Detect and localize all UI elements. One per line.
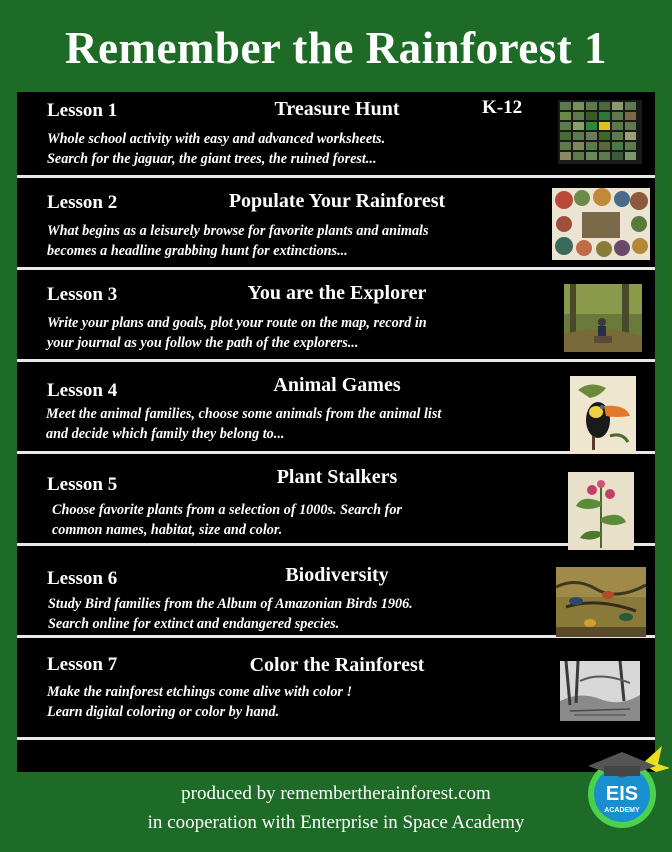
lesson-thumbnail-animals <box>552 188 650 260</box>
lesson-row <box>17 184 655 270</box>
lesson-description: Write your plans and goals, plot your route on the map, record in your journal as you follow the path of the explorers... <box>47 315 427 351</box>
lesson-description: Meet the animal families, choose some animals from the animal list and decide which family they belong to... <box>46 406 442 442</box>
lesson-number: Lesson 7 <box>47 654 118 675</box>
lesson-description: Choose favorite plants from a selection of 1000s. Search for common names, habitat, size and color. <box>52 502 402 538</box>
lesson-title: Treasure Hunt <box>274 98 400 120</box>
footer-cooperation: in cooperation with Enterprise in Space Academy <box>147 812 525 833</box>
lesson-description: Make the rainforest etchings come alive with color ! Learn digital coloring or color by hand. <box>47 684 353 720</box>
lesson-number: Lesson 3 <box>47 284 118 305</box>
lesson-row <box>17 368 655 454</box>
lesson-thumbnail-plant <box>568 472 634 550</box>
lesson-row <box>17 460 655 546</box>
lesson-thumbnail-etching <box>560 661 640 721</box>
lesson-title: You are the Explorer <box>247 282 427 304</box>
lesson-title: Populate Your Rainforest <box>228 190 446 212</box>
lesson-description: Study Bird families from the Album of Amazonian Birds 1906. Search online for extinct and endangered species. <box>48 596 413 632</box>
lesson-thumbnail-explorer <box>564 284 642 352</box>
lesson-number: Lesson 4 <box>47 380 118 401</box>
lesson-thumbnail-toucan <box>570 376 636 454</box>
lesson-description: Whole school activity with easy and advanced worksheets. Search for the jaguar, the giant trees, the ruined forest... <box>47 131 386 167</box>
lesson-title: Color the Rainforest <box>249 654 425 676</box>
lesson-title: Biodiversity <box>285 564 389 586</box>
lesson-row <box>17 276 655 362</box>
lessons-panel <box>17 92 655 772</box>
lesson-thumbnail-collage <box>558 100 642 164</box>
lesson-number: Lesson 2 <box>47 192 118 213</box>
lesson-number: Lesson 1 <box>47 100 118 121</box>
lesson-row <box>17 92 655 178</box>
grade-level: K-12 <box>482 97 523 118</box>
logo-text: EIS <box>605 783 639 805</box>
page-title: Remember the Rainforest 1 <box>65 23 607 73</box>
lesson-number: Lesson 6 <box>47 568 118 589</box>
footer-produced-by: produced by remembertherainforest.com <box>181 783 491 804</box>
lesson-number: Lesson 5 <box>47 474 118 495</box>
eis-academy-logo <box>578 742 672 832</box>
lesson-row <box>17 644 655 740</box>
lesson-title: Plant Stalkers <box>276 466 398 488</box>
lesson-title: Animal Games <box>273 374 401 396</box>
logo-subtext: ACADEMY <box>604 807 640 814</box>
lesson-row <box>17 552 655 638</box>
lesson-thumbnail-birds <box>556 567 646 637</box>
lesson-description: What begins as a leisurely browse for favorite plants and animals becomes a headline grabbing hunt for extinctions... <box>47 223 429 259</box>
